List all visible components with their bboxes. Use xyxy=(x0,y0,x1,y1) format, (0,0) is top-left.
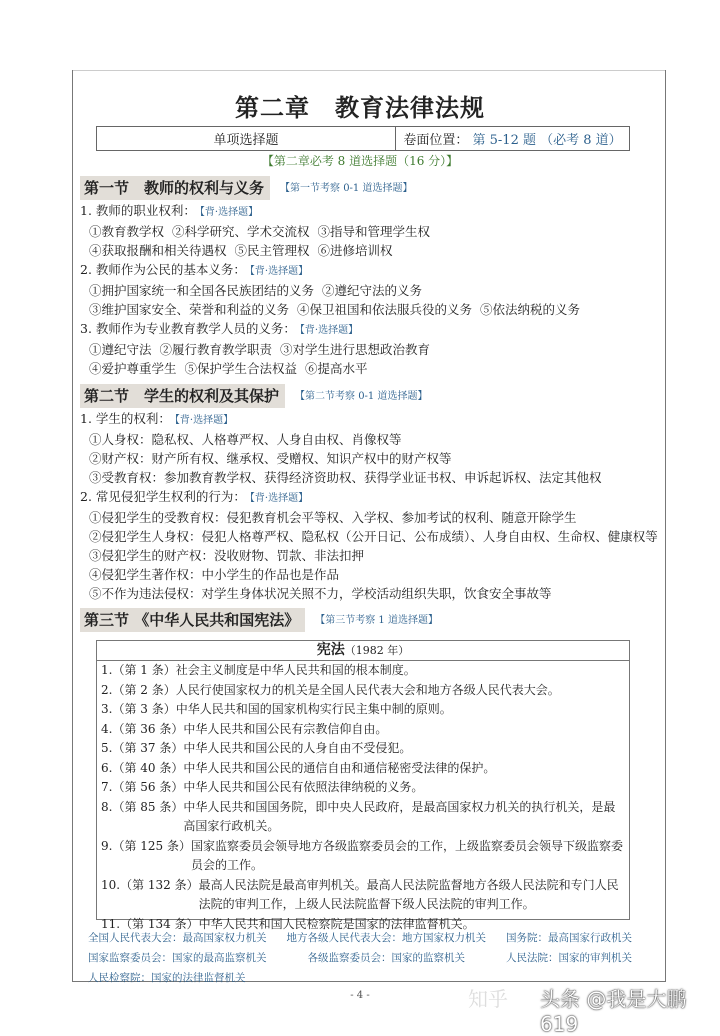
item-line xyxy=(80,527,666,546)
note-item: 人民法院：国家的审判机关 xyxy=(506,952,632,964)
item-heading xyxy=(80,409,666,430)
note-row xyxy=(88,948,632,968)
section-note: 【第一节考察 0-1 道选择题】 xyxy=(280,182,413,194)
note-item: 地方各级人民代表大会：地方国家权力机关 xyxy=(286,932,486,944)
item-line xyxy=(80,222,588,241)
paper-position xyxy=(396,126,630,151)
item-point: ①侵犯学生的受教育权：侵犯教育机会平等权、入学权、参加考试的权利、随意开除学生 xyxy=(89,510,577,525)
notes xyxy=(88,928,632,988)
item-point: ②履行教育教学职责 xyxy=(159,342,273,357)
item-point: ②科学研究、学术交流权 xyxy=(172,224,310,239)
article-number: 1.（第 1 条） xyxy=(101,663,176,677)
item-heading-text: 2. 教师作为公民的基本义务： xyxy=(80,262,246,277)
constitution-title: 宪法 xyxy=(316,642,345,658)
item-heading-text: 1. 学生的权利： xyxy=(80,411,171,426)
item-point: ③维护国家安全、荣誉和利益的义务 xyxy=(89,302,290,317)
article-number: 4.（第 36 条） xyxy=(101,721,184,736)
article-row xyxy=(97,739,629,759)
section-header xyxy=(80,176,588,200)
note-item: 各级监察委员会：国家的监察机关 xyxy=(307,952,465,964)
section-note: 【第二节考察 0-1 道选择题】 xyxy=(295,390,428,402)
question-type-table xyxy=(96,126,630,151)
section-header xyxy=(80,384,666,408)
section-2 xyxy=(80,384,666,603)
item-point: ④爱护尊重学生 xyxy=(89,361,177,376)
watermark-zhihu: 知乎 xyxy=(468,987,508,1011)
note-row xyxy=(88,928,632,948)
item-line xyxy=(80,584,666,603)
item-heading-text: 1. 教师的职业权利： xyxy=(80,203,196,218)
item-line xyxy=(80,565,666,584)
position-value: 第 5-12 题 （必考 8 道） xyxy=(472,133,622,148)
article-row xyxy=(97,876,629,915)
section-title: 第三节 《中华人民共和国宪法》 xyxy=(80,608,305,632)
item-point: ⑥进修培训权 xyxy=(317,243,393,258)
item-line xyxy=(80,340,588,359)
article-number: 6.（第 40 条） xyxy=(101,760,184,775)
article-text: 中华人民共和国公民有依照法律纳税的义务。 xyxy=(183,780,424,794)
question-type: 单项选择题 xyxy=(96,126,396,151)
article-text: 国家监察委员会领导地方各级监察委员会的工作，上级监察委员会领导下级监察委员会的工作。 xyxy=(190,838,623,872)
article-number: 8.（第 85 条） xyxy=(101,799,184,814)
item-heading xyxy=(80,201,588,222)
item-point: ①人身权：隐私权、人格尊严权、人身自由权、肖像权等 xyxy=(89,432,402,447)
note-item: 国家监察委员会：国家的最高监察机关 xyxy=(88,952,267,964)
item-line xyxy=(80,508,666,527)
article-text: 最高人民法院是最高审判机关。最高人民法院监督地方各级人民法院和专门人民法院的审判工作，上级人民法院监督下级人民法院的审判工作。 xyxy=(198,877,619,911)
note-item: 人民检察院：国家的法律监督机关 xyxy=(88,972,246,984)
item-line xyxy=(80,300,588,319)
constitution-box xyxy=(96,640,630,931)
item-heading xyxy=(80,260,588,281)
item-point: ④获取报酬和相关待遇权 xyxy=(89,243,227,258)
article-row xyxy=(97,681,629,701)
chapter-subtitle: 【第二章必考 8 道选择题（16 分）】 xyxy=(261,154,459,168)
item-point: ④保卫祖国和依法服兵役的义务 xyxy=(297,302,473,317)
article-text: 中华人民共和国的国家机构实行民主集中制的原则。 xyxy=(175,702,452,716)
item-tag: 【背·选择题】 xyxy=(199,207,259,218)
article-number: 5.（第 37 条） xyxy=(101,741,184,755)
article-text: 中华人民共和国公民有宗教信仰自由。 xyxy=(183,721,388,736)
item-tag: 【背·选择题】 xyxy=(174,415,234,426)
section-header xyxy=(80,608,438,632)
note-item: 全国人民代表大会：最高国家权力机关 xyxy=(88,932,267,944)
article-text: 中华人民共和国人民检察院是国家的法律监督机关。 xyxy=(198,916,475,931)
item-line xyxy=(80,281,588,300)
item-tag: 【背·选择题】 xyxy=(299,325,359,336)
item-point: ③指导和管理学生权 xyxy=(317,224,431,239)
item-point: ②财产权：财产所有权、继承权、受赠权、知识产权中的财产权等 xyxy=(89,451,452,466)
article-text: 中华人民共和国公民的通信自由和通信秘密受法律的保护。 xyxy=(183,760,496,775)
item-tag: 【背·选择题】 xyxy=(249,493,309,504)
item-heading-text: 2. 常见侵犯学生权利的行为： xyxy=(80,489,246,504)
article-row xyxy=(97,700,629,720)
article-number: 10.（第 132 条） xyxy=(101,877,199,892)
item-point: ⑤民主管理权 xyxy=(234,243,310,258)
page-number: - 4 - xyxy=(350,990,370,1001)
article-number: 3.（第 3 条） xyxy=(101,702,176,716)
item-line xyxy=(80,468,666,487)
item-line xyxy=(80,546,666,565)
section-title: 第一节 教师的权利与义务 xyxy=(80,176,270,200)
item-point: ③侵犯学生的财产权：没收财物、罚款、非法扣押 xyxy=(89,548,365,563)
item-heading xyxy=(80,319,588,340)
chapter-title: 第二章 教育法律法规 xyxy=(235,94,485,122)
article-row xyxy=(97,759,629,779)
constitution-header xyxy=(97,641,629,661)
section-3 xyxy=(80,608,438,633)
item-point: ④侵犯学生著作权：中小学生的作品也是作品 xyxy=(89,567,340,582)
item-point: ③受教育权：参加教育教学权、获得经济资助权、获得学业证书权、申诉起诉权、法定其他权 xyxy=(89,470,602,485)
article-row xyxy=(97,798,629,837)
article-number: 7.（第 56 条） xyxy=(101,780,184,794)
item-point: ①遵纪守法 xyxy=(89,342,152,357)
section-1 xyxy=(80,176,588,378)
item-point: ②遵纪守法的义务 xyxy=(322,283,423,298)
item-line xyxy=(80,241,588,260)
position-label: 卷面位置： xyxy=(403,133,469,148)
item-point: ③对学生进行思想政治教育 xyxy=(280,342,431,357)
article-row xyxy=(97,720,629,740)
watermark-toutiao: 头条 @我是大鹏619 xyxy=(540,987,687,1036)
item-tag: 【背·选择题】 xyxy=(249,266,309,277)
item-line xyxy=(80,359,588,378)
article-number: 9.（第 125 条） xyxy=(101,838,191,853)
article-row xyxy=(97,778,629,798)
item-heading xyxy=(80,487,666,508)
article-row xyxy=(97,661,629,681)
article-text: 中华人民共和国国务院，即中央人民政府，是最高国家权力机关的执行机关，是最高国家行政机关。 xyxy=(183,799,616,833)
item-point: ⑤不作为违法侵权：对学生身体状况关照不力，学校活动组织失职，饮食安全事故等 xyxy=(89,586,552,601)
article-text: 中华人民共和国公民的人身自由不受侵犯。 xyxy=(183,741,412,755)
note-item: 国务院：最高国家行政机关 xyxy=(506,932,632,944)
item-point: ①拥护国家统一和全国各民族团结的义务 xyxy=(89,283,315,298)
item-point: ②侵犯学生人身权：侵犯人格尊严权、隐私权（公开日记、公布成绩）、人身自由权、生命权、健康权等 xyxy=(89,529,658,544)
article-number: 11.（第 134 条） xyxy=(101,916,199,931)
article-text: 人民行使国家权力的机关是全国人民代表大会和地方各级人民代表大会。 xyxy=(175,682,560,697)
item-point: ⑥提高水平 xyxy=(305,361,368,376)
section-note: 【第三节考察 1 道选择题】 xyxy=(315,614,438,626)
item-heading-text: 3. 教师作为专业教育教学人员的义务： xyxy=(80,321,296,336)
item-point: ①教育教学权 xyxy=(89,224,165,239)
item-point: ⑤依法纳税的义务 xyxy=(480,302,581,317)
article-text: 社会主义制度是中华人民共和国的根本制度。 xyxy=(175,663,416,677)
article-number: 2.（第 2 条） xyxy=(101,682,176,697)
constitution-year: （1982 年） xyxy=(344,644,410,657)
item-point: ⑤保护学生合法权益 xyxy=(184,361,298,376)
section-title: 第二节 学生的权利及其保护 xyxy=(80,384,285,408)
item-line xyxy=(80,430,666,449)
item-line xyxy=(80,449,666,468)
article-row xyxy=(97,837,629,876)
